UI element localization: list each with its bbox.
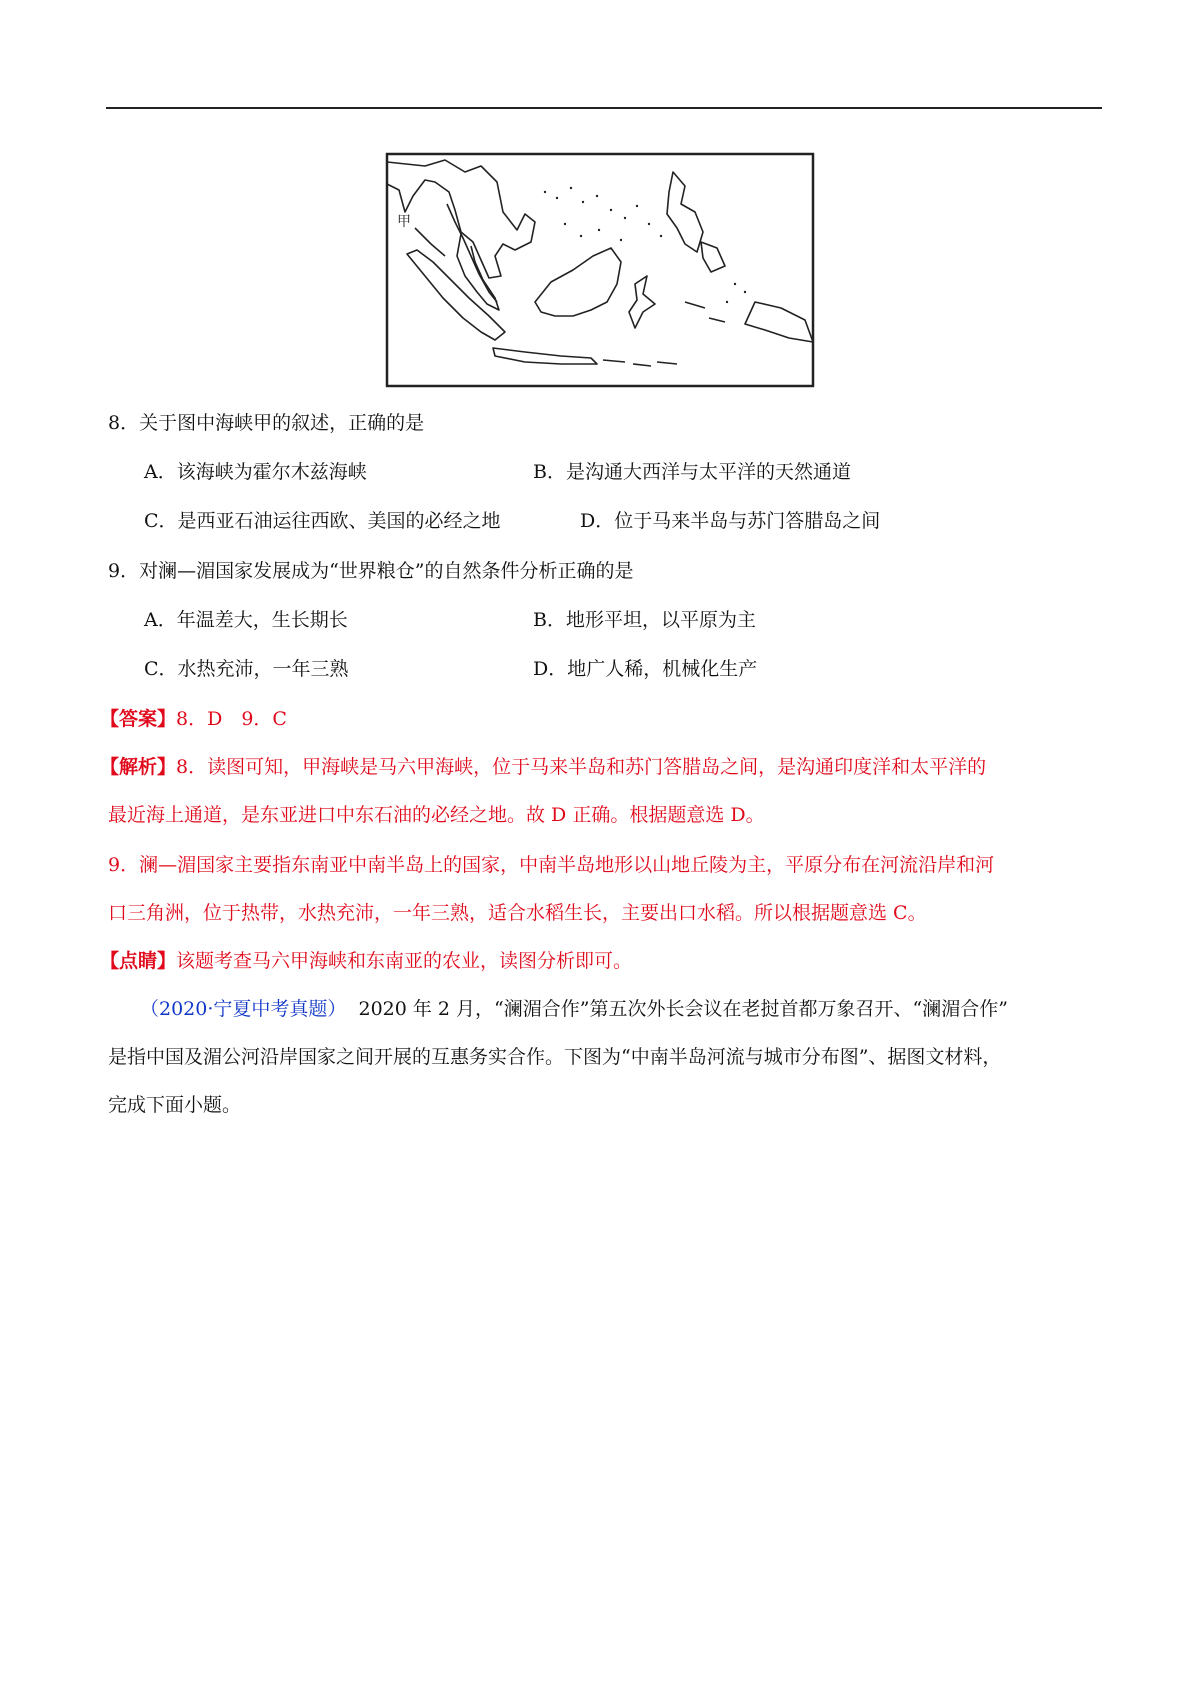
header-rule: [106, 107, 1102, 109]
pointer-line: [100, 948, 632, 974]
q8-option-c: C．是西亚石油运往西欧、美国的必经之地: [144, 510, 501, 532]
next-intro-line-3: 完成下面小题。: [108, 1094, 242, 1116]
question-9-stem: 9．对澜—湄国家发展成为“世界粮仓”的自然条件分析正确的是: [108, 560, 634, 582]
answer-text: 8．D 9．C: [176, 708, 287, 730]
analysis-line-4: 口三角洲，位于热带，水热充沛，一年三熟，适合水稻生长，主要出口水稻。所以根据题意选 C。: [108, 902, 927, 924]
answer-label: 【答案】: [100, 708, 177, 730]
q8-option-b: B．是沟通大西洋与太平洋的天然通道: [533, 461, 851, 483]
q9-option-d: D．地广人稀，机械化生产: [533, 658, 758, 680]
question-source: （2020·宁夏中考真题）: [140, 998, 347, 1020]
next-intro-line-2: 是指中国及湄公河沿岸国家之间开展的互惠务实合作。下图为“中南半岛河流与城市分布图”、据图文材料，: [108, 1046, 1002, 1068]
next-intro-line-1: [140, 996, 1008, 1022]
answer-line: [100, 706, 287, 732]
pointer-label: 【点睛】: [100, 950, 177, 972]
question-8-stem: 8．关于图中海峡甲的叙述，正确的是: [108, 412, 425, 434]
q9-option-a: A．年温差大，生长期长: [144, 609, 348, 631]
southeast-asia-map: [385, 152, 815, 388]
map-label-jia: 甲: [397, 214, 411, 230]
analysis-line-3: 9．澜—湄国家主要指东南亚中南半岛上的国家，中南半岛地形以山地丘陵为主，平原分布在河流沿岸和河: [108, 854, 995, 876]
q9-option-b: B．地形平坦，以平原为主: [533, 609, 756, 631]
q8-option-d: D．位于马来半岛与苏门答腊岛之间: [580, 510, 881, 532]
analysis-line-1: [100, 754, 986, 780]
q9-option-c: C．水热充沛，一年三熟: [144, 658, 349, 680]
next-intro-text-1: 2020 年 2 月，“澜湄合作”第五次外长会议在老挝首都万象召开、“澜湄合作”: [358, 998, 1008, 1020]
analysis-line-2: 最近海上通道，是东亚进口中东石油的必经之地。故 D 正确。根据题意选 D。: [108, 804, 765, 826]
q8-option-a: A．该海峡为霍尔木兹海峡: [144, 461, 367, 483]
pointer-text: 该题考查马六甲海峡和东南亚的农业，读图分析即可。: [176, 950, 633, 972]
analysis-text-1: 8．读图可知，甲海峡是马六甲海峡，位于马来半岛和苏门答腊岛之间，是沟通印度洋和太平洋的: [176, 756, 987, 778]
analysis-label: 【解析】: [100, 756, 177, 778]
